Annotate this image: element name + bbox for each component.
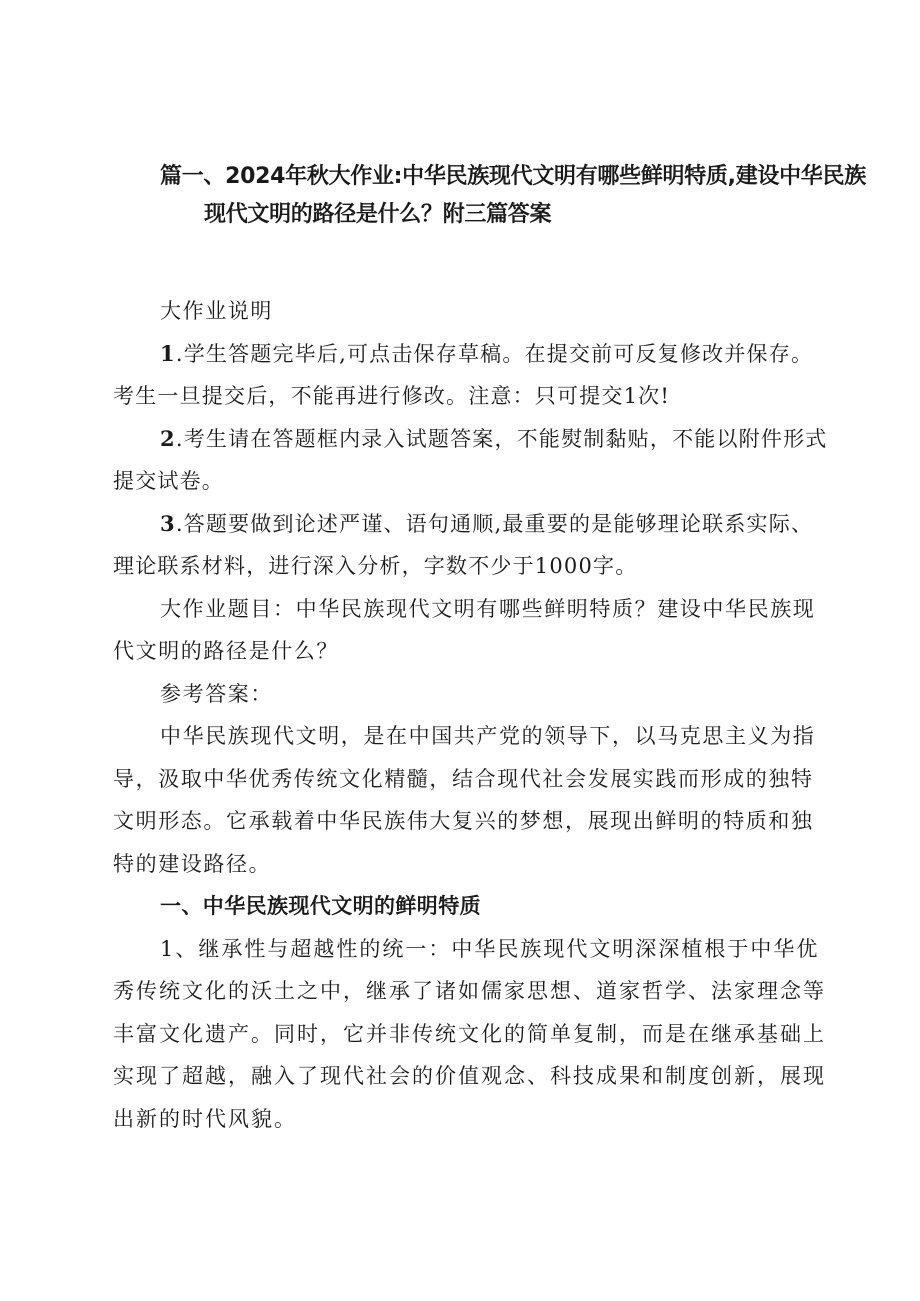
instruction-item-3 bbox=[113, 503, 835, 588]
answer-label: 参考答案： bbox=[160, 681, 273, 706]
document-body bbox=[113, 290, 835, 1140]
title-line-2: 现代文明的路径是什么？附三篇答案 bbox=[204, 202, 552, 227]
instruction-number: 2 bbox=[160, 425, 176, 451]
title-line-1: 篇一、2024年秋大作业:中华民族现代文明有哪些鲜明特质,建设中华民族 bbox=[160, 164, 866, 189]
instruction-text: .学生答题完毕后,可点击保存草稿。在提交前可反复修改并保存。考生一旦提交后，不能再进行修改。注意：只可提交1次! bbox=[113, 341, 814, 408]
section-heading: 一、中华民族现代文明的鲜明特质 bbox=[160, 894, 481, 918]
instruction-item-1 bbox=[113, 333, 835, 418]
assignment-question: 大作业题目：中华民族现代文明有哪些鲜明特质？建设中华民族现代文明的路径是什么？ bbox=[113, 596, 816, 663]
section-item-paragraph: 1、继承性与超越性的统一：中华民族现代文明深深植根于中华优秀传统文化的沃土之中，继承了诸如儒家思想、道家哲学、法家理念等丰富文化遗产。同时，它并非传统文化的简单复制，而是在继承基础上实现了超越，融入了现代社会的价值观念、科技成果和制度创新，展现出新的时代风貌。 bbox=[113, 936, 826, 1131]
instructions-heading: 大作业说明 bbox=[160, 299, 273, 323]
instruction-text: .考生请在答题框内录入试题答案，不能熨制黏贴，不能以附件形式提交试卷。 bbox=[113, 426, 828, 493]
document-title bbox=[160, 158, 866, 234]
instruction-number: 1 bbox=[160, 340, 176, 366]
answer-intro-paragraph: 中华民族现代文明，是在中国共产党的领导下，以马克思主义为指导，汲取中华优秀传统文化精髓，结合现代社会发展实践而形成的独特文明形态。它承载着中华民族伟大复兴的梦想，展现出鲜明的特质和独特的建设路径。 bbox=[113, 724, 816, 876]
instruction-text: .答题要做到论述严谨、语句通顺,最重要的是能够理论联系实际、理论联系材料，进行深入分析，字数不少于1000字。 bbox=[113, 511, 814, 578]
instruction-number: 3 bbox=[160, 510, 176, 536]
instruction-item-2 bbox=[113, 418, 835, 503]
